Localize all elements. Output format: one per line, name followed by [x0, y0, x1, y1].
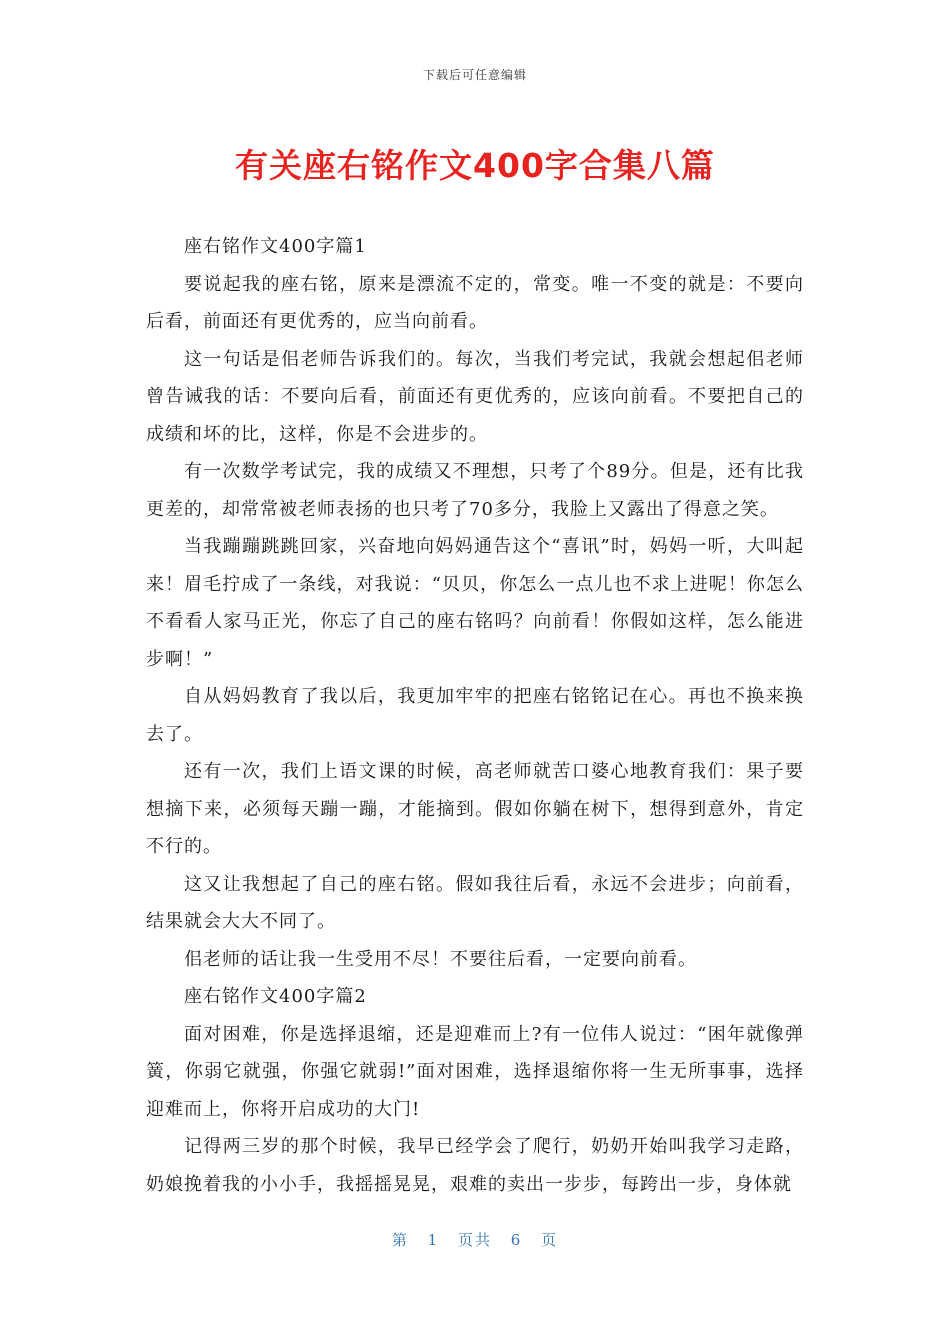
- paragraph: 这一句话是佀老师告诉我们的。每次，当我们考完试，我就会想起佀老师曾告诫我的话：不要向后看，前面还有更优秀的，应该向前看。不要把自己的成绩和坏的比，这样，你是不会进步的。: [146, 348, 804, 445]
- header-note: 下载后可任意编辑: [422, 68, 527, 82]
- section-heading: 座右铭作文400字篇1: [184, 236, 367, 257]
- paragraph: 面对困难，你是选择退缩，还是迎难而上?有一位伟人说过：“困年就像弹簧，你弱它就强，你强它就弱!”面对困难，选择退缩你将一生无所事事，选择迎难而上，你将开启成功的大门!: [146, 1023, 804, 1120]
- page-label-prefix: 第: [391, 1231, 409, 1249]
- current-page-number: 1: [427, 1231, 440, 1249]
- paragraph: 记得两三岁的那个时候，我早已经学会了爬行，奶奶开始叫我学习走路，奶娘挽着我的小小手，我摇摇晃晃，艰难的卖出一步步，每跨出一步，身体就: [146, 1136, 804, 1195]
- paragraph: 当我蹦蹦跳跳回家，兴奋地向妈妈通告这个“喜讯”时，妈妈一听，大叫起来！眉毛拧成了一条线，对我说：“贝贝，你怎么一点儿也不求上进呢！你怎么不看看人家马正光，你忘了自己的座右铭吗？向前看！你假如这样，怎么能进步啊！”: [146, 536, 804, 670]
- page-footer: [0, 1229, 950, 1250]
- paragraph: 自从妈妈教育了我以后，我更加牢牢的把座右铭铭记在心。再也不换来换去了。: [146, 686, 804, 745]
- page-label-mid: 页共: [457, 1231, 492, 1249]
- paragraph: 有一次数学考试完，我的成绩又不理想，只考了个89分。但是，还有比我更差的，却常常被老师表扬的也只考了70多分，我脸上又露出了得意之笑。: [146, 461, 804, 520]
- section-heading: 座右铭作文400字篇2: [184, 986, 367, 1007]
- paragraph: 还有一次，我们上语文课的时候，高老师就苦口婆心地教育我们：果子要想摘下来，必须每天蹦一蹦，才能摘到。假如你躺在树下，想得到意外，肯定不行的。: [146, 761, 804, 857]
- total-pages-number: 6: [510, 1231, 523, 1249]
- paragraph: 这又让我想起了自己的座右铭。假如我往后看，永远不会进步；向前看，结果就会大大不同了。: [146, 873, 804, 932]
- document-body: [146, 228, 804, 1203]
- paragraph: 要说起我的座右铭，原来是漂流不定的，常变。唯一不变的就是：不要向后看，前面还有更优秀的，应当向前看。: [146, 273, 804, 332]
- page-label-suffix: 页: [541, 1231, 559, 1249]
- document-title: 有关座右铭作文400字合集八篇: [235, 146, 715, 185]
- paragraph: 佀老师的话让我一生受用不尽！不要往后看，一定要向前看。: [184, 948, 697, 970]
